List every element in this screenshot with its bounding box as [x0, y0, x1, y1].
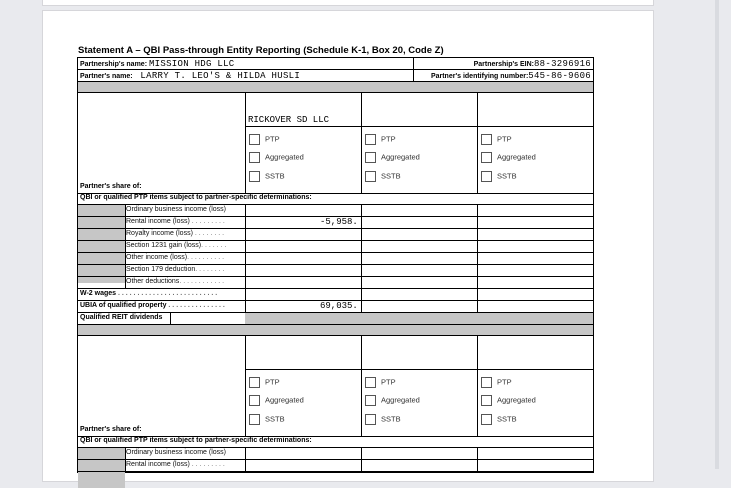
qbi-item-row — [78, 277, 593, 289]
entity-block-2 — [78, 336, 593, 437]
reit-row: Qualified REIT dividends — [78, 313, 593, 325]
qbi-heading: QBI or qualified PTP items subject to partner-specific determinations: — [80, 194, 312, 201]
ptp-checkbox-4[interactable]: PTP — [249, 377, 280, 388]
qbi-item-label: Section 179 deduction. . . . . . . . — [126, 266, 225, 273]
aggregated-checkbox-6[interactable]: Aggregated — [481, 395, 536, 406]
partner-name: LARRY T. LEO'S & HILDA HUSLI — [140, 71, 301, 81]
ubia-row: UBIA of qualified property . . . . . . . . . . . . . . . 69,035. — [78, 301, 593, 313]
qbi-item-row — [78, 265, 593, 277]
ptp-checkbox-6[interactable]: PTP — [481, 377, 512, 388]
ptp-checkbox-5[interactable]: PTP — [365, 377, 396, 388]
qbi-item-row — [78, 217, 593, 229]
qbi-item-label: Rental income (loss) . . . . . . . . . — [126, 461, 225, 468]
partner-id-label: Partner's identifying number: — [430, 73, 529, 80]
qbi-item-row — [78, 460, 593, 472]
aggregated-checkbox-2[interactable]: Aggregated — [365, 152, 420, 163]
gray-separator — [78, 82, 593, 93]
qbi-item-value: -5,958. — [320, 217, 358, 227]
qbi-item-label: Rental income (loss) . . . . . . . . . — [126, 218, 225, 225]
sstb-checkbox-6[interactable]: SSTB — [481, 414, 517, 425]
document-page — [42, 10, 654, 482]
partners-share-label-2: Partner's share of: — [80, 426, 142, 433]
sstb-checkbox-5[interactable]: SSTB — [365, 414, 401, 425]
qbi-heading-row — [78, 194, 593, 205]
partnership-name-label: Partnership's name: — [80, 61, 148, 68]
partner-name-label: Partner's name: — [80, 73, 133, 80]
gray-separator-2 — [78, 325, 593, 336]
ptp-checkbox-3[interactable]: PTP — [481, 134, 512, 145]
previous-page-edge — [42, 0, 654, 6]
statement-title: Statement A – QBI Pass-through Entity Reporting (Schedule K-1, Box 20, Code Z) — [78, 45, 444, 56]
qbi-items-2 — [78, 448, 593, 472]
scrollbar[interactable] — [715, 0, 719, 469]
qbi-item-row — [78, 253, 593, 265]
qbi-heading-row-2 — [78, 437, 593, 448]
partnership-header-row — [78, 58, 593, 70]
ptp-checkbox-2[interactable]: PTP — [365, 134, 396, 145]
ptp-checkbox-1[interactable]: PTP — [249, 134, 280, 145]
sstb-checkbox-4[interactable]: SSTB — [249, 414, 285, 425]
partnership-ein-label: Partnership's EIN: — [473, 61, 534, 68]
qbi-item-row — [78, 448, 593, 460]
w2-wages-row: W-2 wages . . . . . . . . . . . . . . . . . . . . . . . . . . — [78, 289, 593, 301]
sstb-checkbox-2[interactable]: SSTB — [365, 171, 401, 182]
aggregated-checkbox-1[interactable]: Aggregated — [249, 152, 304, 163]
qbi-item-label: Ordinary business income (loss) — [126, 206, 226, 213]
sstb-checkbox-1[interactable]: SSTB — [249, 171, 285, 182]
qbi-item-row — [78, 241, 593, 253]
qbi-item-label: Other deductions. . . . . . . . . . . . — [126, 278, 225, 285]
qbi-item-label: Section 1231 gain (loss). . . . . . . — [126, 242, 227, 249]
partners-share-label: Partner's share of: — [80, 183, 142, 190]
aggregated-checkbox-5[interactable]: Aggregated — [365, 395, 420, 406]
ubia-value: 69,035. — [320, 301, 358, 311]
entity-block-1 — [78, 93, 593, 194]
sstb-checkbox-3[interactable]: SSTB — [481, 171, 517, 182]
qbi-item-row — [78, 205, 593, 217]
qbi-items-1 — [78, 205, 593, 289]
partnership-name: MISSION HDG LLC — [148, 59, 235, 69]
aggregated-checkbox-4[interactable]: Aggregated — [249, 395, 304, 406]
partner-id: 545-86-9606 — [528, 71, 591, 81]
qbi-item-label: Ordinary business income (loss) — [126, 449, 226, 456]
partnership-ein: 88-3296916 — [533, 59, 591, 69]
qbi-item-row — [78, 229, 593, 241]
qbi-item-label: Royalty income (loss) . . . . . . . . — [126, 230, 225, 237]
statement-form — [77, 57, 594, 473]
qbi-item-label: Other income (loss). . . . . . . . . . — [126, 254, 225, 261]
entity-name: RICKOVER SD LLC — [248, 115, 330, 125]
qbi-heading-2: QBI or qualified PTP items subject to partner-specific determinations: — [80, 437, 312, 444]
partner-header-row — [78, 70, 593, 82]
aggregated-checkbox-3[interactable]: Aggregated — [481, 152, 536, 163]
